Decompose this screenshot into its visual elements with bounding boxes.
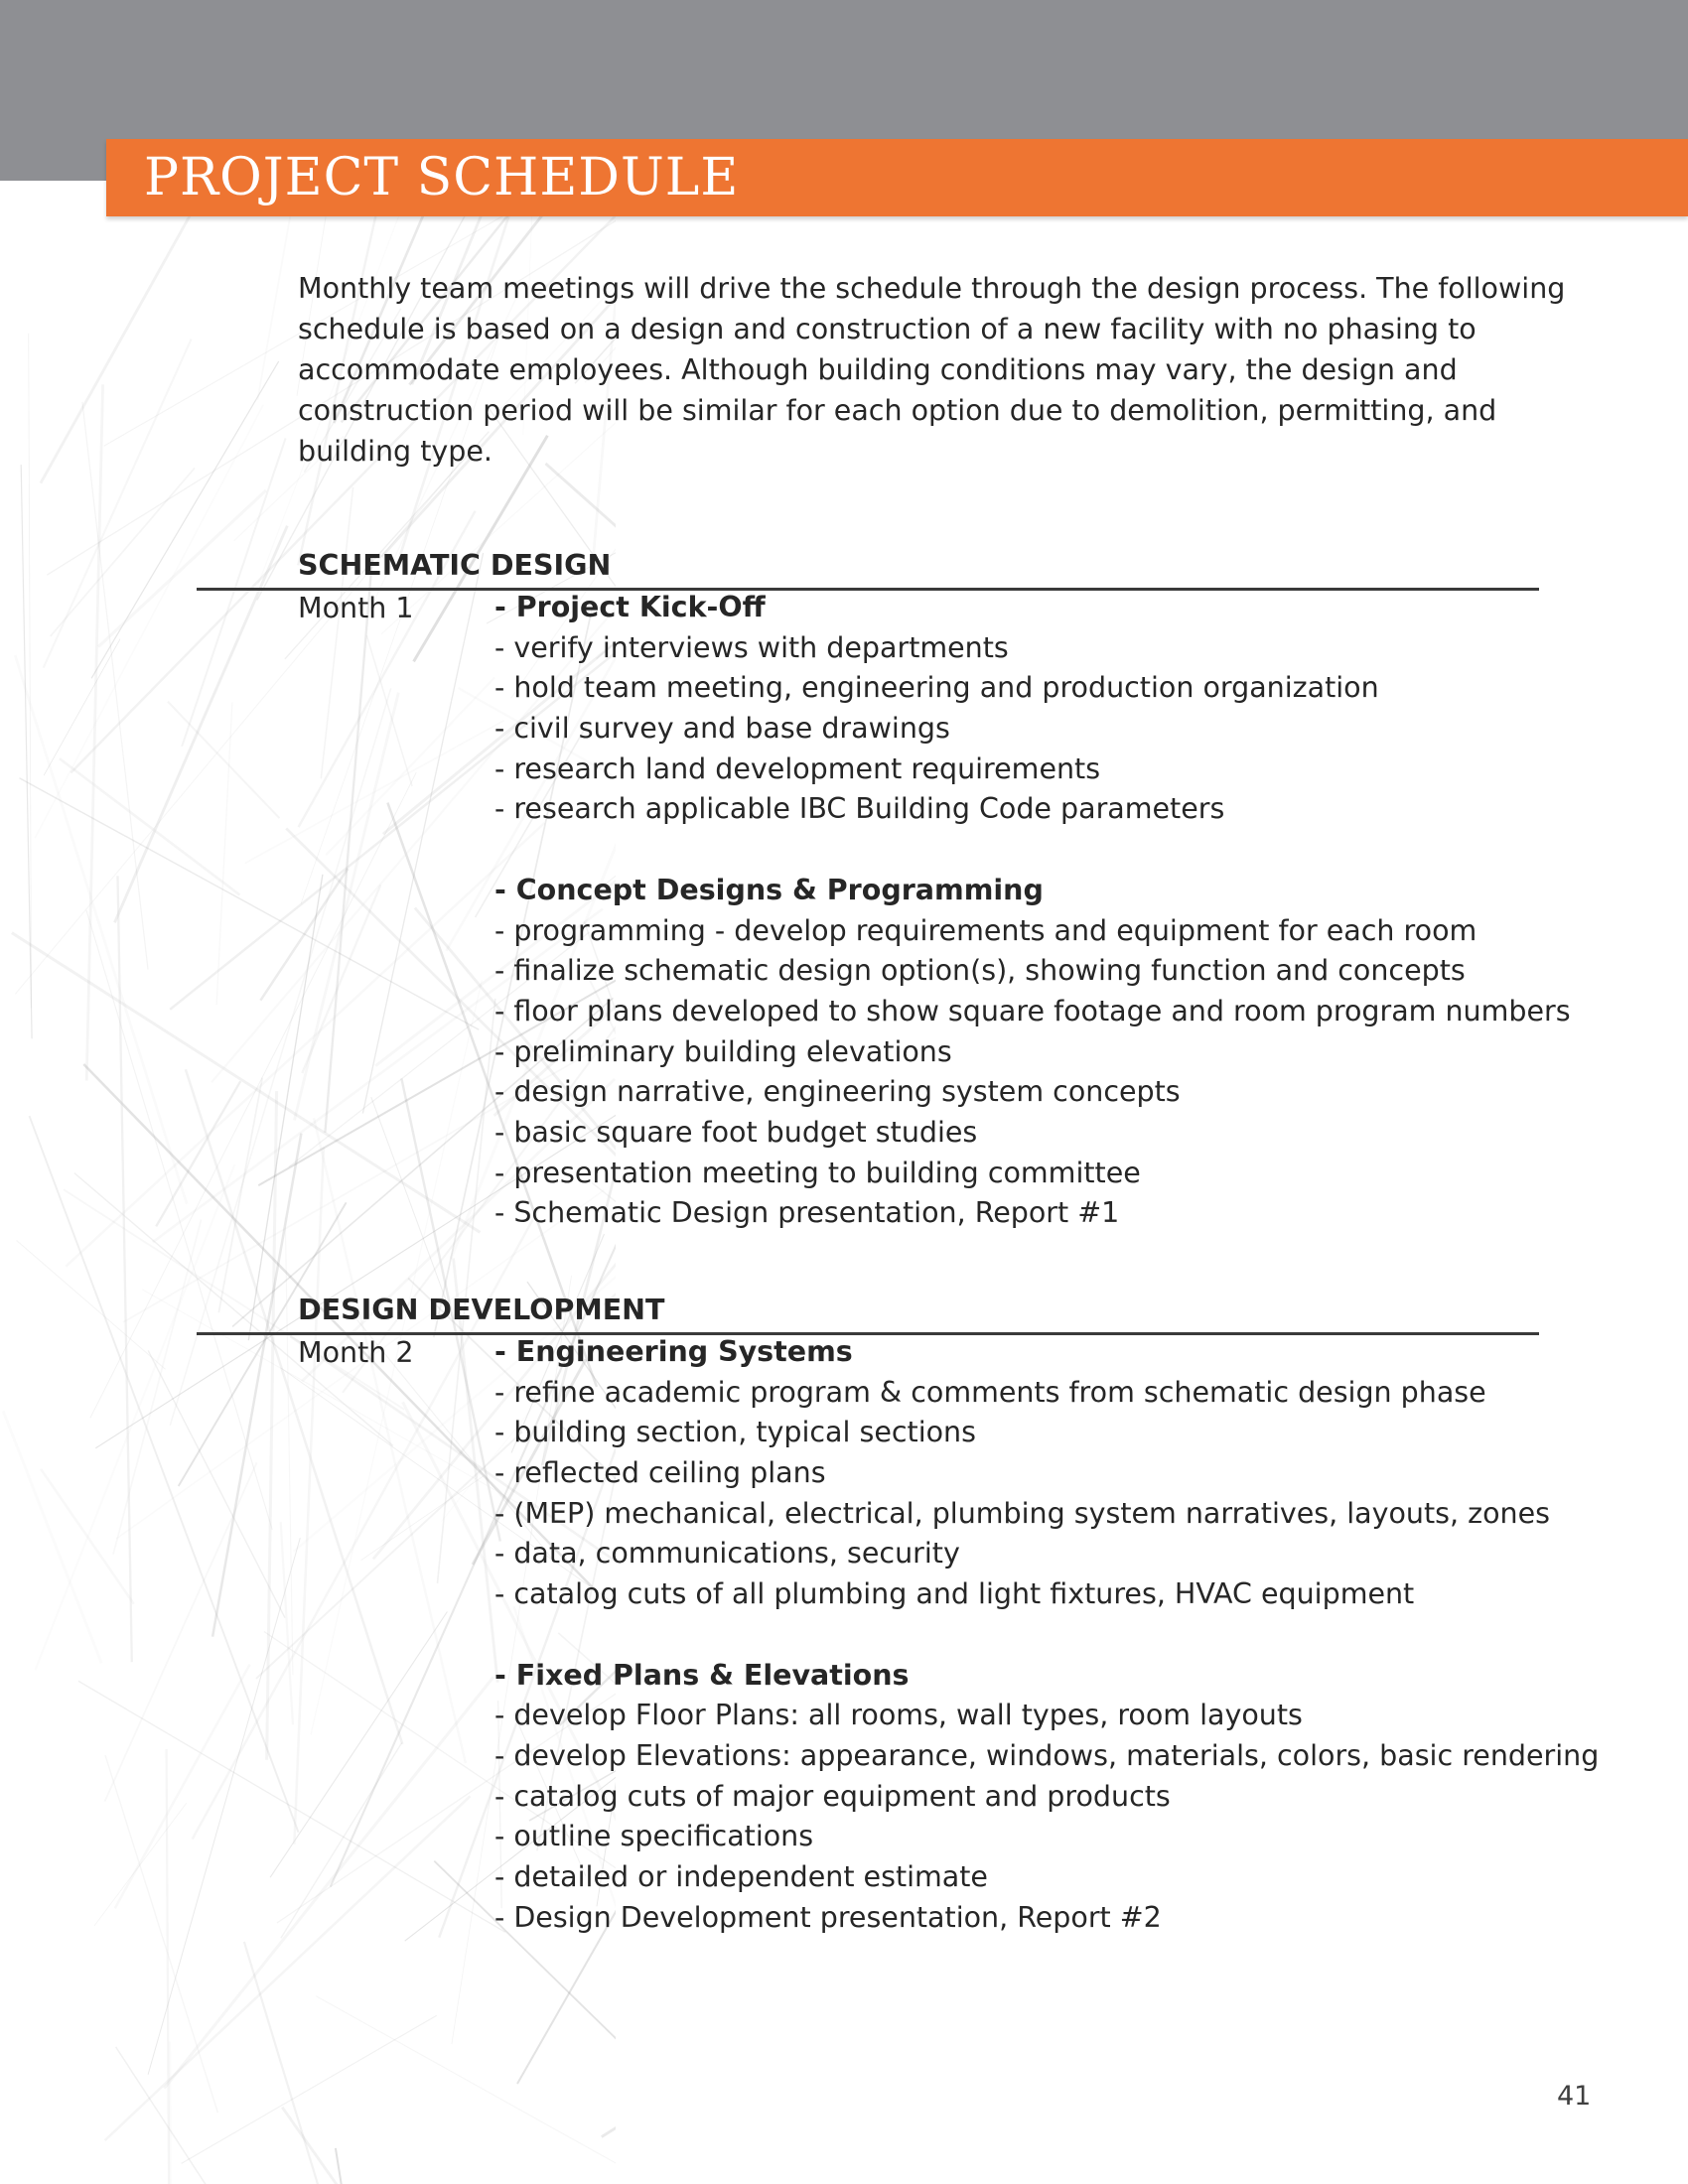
schedule-list [494, 1332, 1600, 1938]
list-item: - catalog cuts of major equipment and products [494, 1779, 1171, 1813]
list-item: - verify interviews with departments [494, 630, 1009, 664]
list-item: - Schematic Design presentation, Report #1 [494, 1196, 1120, 1230]
list-group-title: - Engineering Systems [494, 1335, 853, 1368]
section-heading: DESIGN DEVELOPMENT [298, 1294, 665, 1326]
schedule-list [494, 588, 1571, 1234]
list-item: - civil survey and base drawings [494, 712, 950, 746]
list-item: - research applicable IBC Building Code parameters [494, 792, 1225, 826]
list-item: - building section, typical sections [494, 1416, 976, 1449]
list-item: - finalize schematic design option(s), showing function and concepts [494, 954, 1466, 988]
month-label: Month 2 [298, 1336, 414, 1369]
list-group-title: - Project Kick-Off [494, 591, 766, 623]
list-group-title: - Fixed Plans & Elevations [494, 1658, 910, 1692]
list-item: - refine academic program & comments from schematic design phase [494, 1375, 1486, 1409]
page-number: 41 [1557, 2081, 1592, 2112]
month-label: Month 1 [298, 592, 414, 624]
list-item: - basic square foot budget studies [494, 1115, 978, 1149]
list-item: - reflected ceiling plans [494, 1456, 826, 1490]
list-item: - develop Elevations: appearance, windows, materials, colors, basic rendering [494, 1738, 1600, 1772]
list-item: - catalog cuts of all plumbing and light fixtures, HVAC equipment [494, 1577, 1415, 1611]
list-item: - design narrative, engineering system concepts [494, 1075, 1181, 1109]
list-item: - Design Development presentation, Report #2 [494, 1900, 1162, 1934]
list-item: - develop Floor Plans: all rooms, wall types, room layouts [494, 1699, 1303, 1732]
list-item: - hold team meeting, engineering and production organization [494, 671, 1379, 705]
list-item: - presentation meeting to building committee [494, 1156, 1141, 1189]
page-title: PROJECT SCHEDULE [144, 148, 740, 207]
list-item: - programming - develop requirements and equipment for each room [494, 913, 1477, 947]
list-spacer [494, 830, 1567, 871]
list-item: - outline specifications [494, 1820, 814, 1853]
list-item: - (MEP) mechanical, electrical, plumbing system narratives, layouts, zones [494, 1496, 1550, 1530]
list-item: - data, communications, security [494, 1537, 960, 1570]
list-spacer [494, 1615, 1567, 1656]
list-item: - detailed or independent estimate [494, 1859, 988, 1893]
list-group-title: - Concept Designs & Programming [494, 873, 1044, 906]
intro-paragraph: Monthly team meetings will drive the schedule through the design process. The following schedule is based on a design and construction of a new facility with no phasing to accommodate employees. Although building conditions may vary, the design and construction period will be similar for each option due to demolition, permitting, and building type. [298, 272, 1566, 468]
list-item: - preliminary building elevations [494, 1034, 952, 1068]
list-item: - floor plans developed to show square footage and room program numbers [494, 994, 1571, 1027]
section-heading: SCHEMATIC DESIGN [298, 549, 612, 582]
list-item: - research land development requirements [494, 751, 1101, 785]
